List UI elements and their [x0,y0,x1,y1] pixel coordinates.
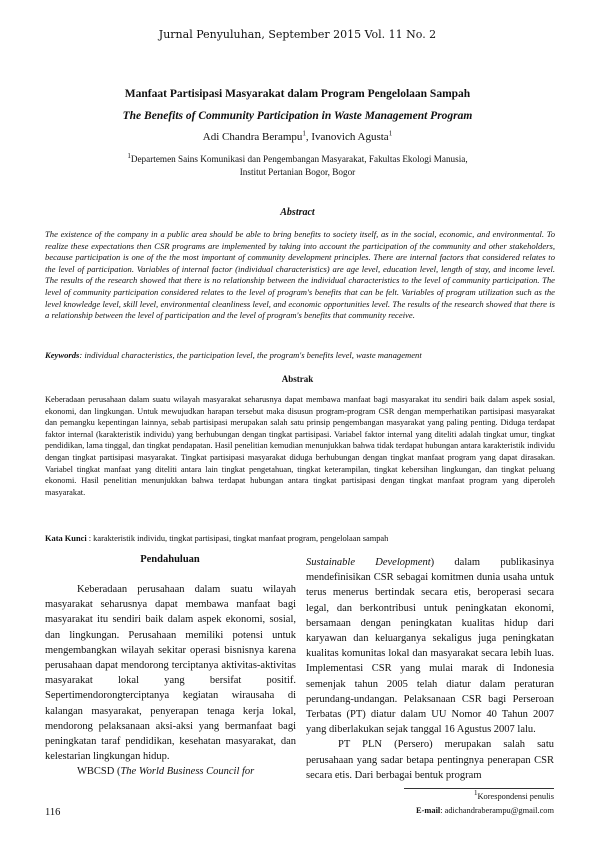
body-text-italic: Sustainable Development [306,557,431,568]
email-address: : adichandraberampu@gmail.com [440,806,554,815]
kata-kunci-label: Kata Kunci [45,534,87,543]
keywords [45,350,555,362]
footnote-divider [404,788,554,789]
body-text: ) dalam publikasinya mendefinisikan CSR sebagai komitmen dunia usaha untuk terus menerus bertindak secara etis, beroperasi secara legal, dan berkontribusi untuk peningkatan ekonomi, bersamaan dengan peningkatan kualitas hidup dari karyawan dan keluarganya sekaligus juga peningkatan kualitas komunitas lokal dan masyarakat secara lebih luas. Implementasi CSR yang mulai marak di Indonesia semenjak tahun 2005 telah diatur dalam peraturan perundang-undangan. Pelaksanaan CSR bagi Perseroan Terbatas (PT) diatur dalam UU Nomor 40 Tahun 2007 yang diberlakukan sejak tanggal 16 Agustus 2007 lalu. [306,557,554,736]
affiliation-mark: 1 [127,151,131,160]
footnote [306,789,554,801]
abstrak-text: Keberadaan perusahaan dalam suatu wilayah masyarakat seharusnya dapat membawa manfaat bagi masyarakat itu sendiri baik dalam aspek sosial, ekonomi, dan lingkungan. Untuk mewujudkan harapan tersebut maka disusun program-program CSR dengan memperhatikan partisipasi masyarakat dan pemangku kepentingan lainnya, sebab partisipasi merupakan salah satu prinsip pengembangan masyarakat yang paling penting. Diduga terdapat faktor internal (karakteristik individu) yang berhubungan dengan tingkat partisipasi. Variabel faktor internal yang diteliti adalah tingkat umur, tingkat pendidikan, lama tinggal, dan tingkat pendapatan. Hasil penelitian kemudian menunjukkan bahwa tidak terdapat hubungan antara karakteristik individu dengan tingkat partisipasi masyarakat. Tingkat partisipasi masyarakat diduga berhubungan dengan tingkat manfaat program yang dapat dirasakan. Variabel tingkat manfaat yang diteliti antara lain tingkat pengetahuan, tingkat keterampilan, tingkat kebersihan lingkungan, dan tingkat peluang ekonomi. Hasil penelitian menunjukkan bahwa terdapat hubungan antara tingkat partisipasi dengan tingkat manfaat program yang diperoleh masyarakat. [45,395,555,497]
abstract-heading: Abstract [280,207,315,218]
email-label: E-mail [416,806,441,815]
body-paragraph [306,555,554,737]
body-paragraph: Keberadaan perusahaan dalam suatu wilayah masyarakat seharusnya dapat membawa manfaat bagi masyarakat itu sendiri baik dalam aspek ekonomi, sosial, dan lingkungan. Perusahaan memiliki potensi untuk mengembangkan wilayah sekitar operasi bisnisnya karena perusahaan dapat mendorong terciptanya aktivitas-aktivitas masyarakat lokal yang bersifat positif. Sepertimendorongterciptanya kegiatan wirausaha di kalangan masyarakat, penyerapan tenaga kerja lokal, mendorong pelaksanaan aksi-aksi yang bermanfaat bagi peningkatan taraf pendidikan, kesehatan masyarakat, dan kelestarian lingkungan hidup. [45,584,296,763]
abstrak-heading: Abstrak [281,374,314,384]
footnote-text: Korespondensi penulis [477,792,554,801]
footnote-email [306,806,554,815]
author-affiliation-mark: 1 [388,129,393,138]
author-separator: , [305,131,312,143]
journal-header: Jurnal Penyuluhan, September 2015 Vol. 11 No. 2 [158,28,437,41]
body-paragraph [45,764,296,779]
paper-title-indonesian: Manfaat Partisipasi Masyarakat dalam Program Pengelolaan Sampah [124,88,471,100]
abstract-text: The existence of the company in a public area should be able to bring benefits to society itself, as in the social, economic, and environmental. To realize these expectations then CSR programs are implemented by taking into account the participation of the community and other stakeholders, because participation is one of the the most important of community development principles. There are internal factors that considered relates to the level of participation. Variables of internal factor (individual characteristics) are age level, education level, length of stay, and income level. The results of the research showed that there is no relationship between the individual characteristics to the level of community participation. The level of community participation considered relates to the level of program's benefits that can be felt. Variables of program utilization such as the level knowledge level, skill level, environmental cleanliness level, and economic opportunities level. The results of the research showed that there is a relationship between the level of participation and the level of program's benefits that community receive. [45,229,555,321]
paper-title-english: The Benefits of Community Participation in Waste Management Program [122,110,473,122]
author-affiliation-mark: 1 [302,129,306,138]
affiliation [0,153,595,179]
author-name: Adi Chandra Berampu [202,131,303,143]
body-column-left [45,582,296,780]
kata-kunci [45,534,555,543]
footnote-mark: 1 [473,789,478,798]
body-text-italic: The World Business Council for [120,766,255,778]
kata-kunci-text: : karakteristik individu, tingkat partisipasi, tingkat manfaat program, pengelolaan sampah [86,534,389,543]
author-line [0,131,595,143]
affiliation-line: Departemen Sains Komunikasi dan Pengembangan Masyarakat, Fakultas Ekologi Manusia, [130,154,468,164]
page-number: 116 [45,807,61,818]
body-text: WBCSD ( [77,766,121,778]
affiliation-line: Institut Pertanian Bogor, Bogor [239,167,356,177]
author-name: Ivanovich Agusta [311,131,389,143]
keywords-label: Keywords [45,350,80,360]
keywords-text: : individual characteristics, the participation level, the program's benefits level, waste management [79,350,422,360]
section-heading: Pendahuluan [140,554,200,565]
body-column-right [306,555,554,783]
body-paragraph: PT PLN (Persero) merupakan salah satu perusahaan yang sadar betapa pentingnya penerapan CSR secara etis. Dari berbagai bentuk program [306,739,554,781]
